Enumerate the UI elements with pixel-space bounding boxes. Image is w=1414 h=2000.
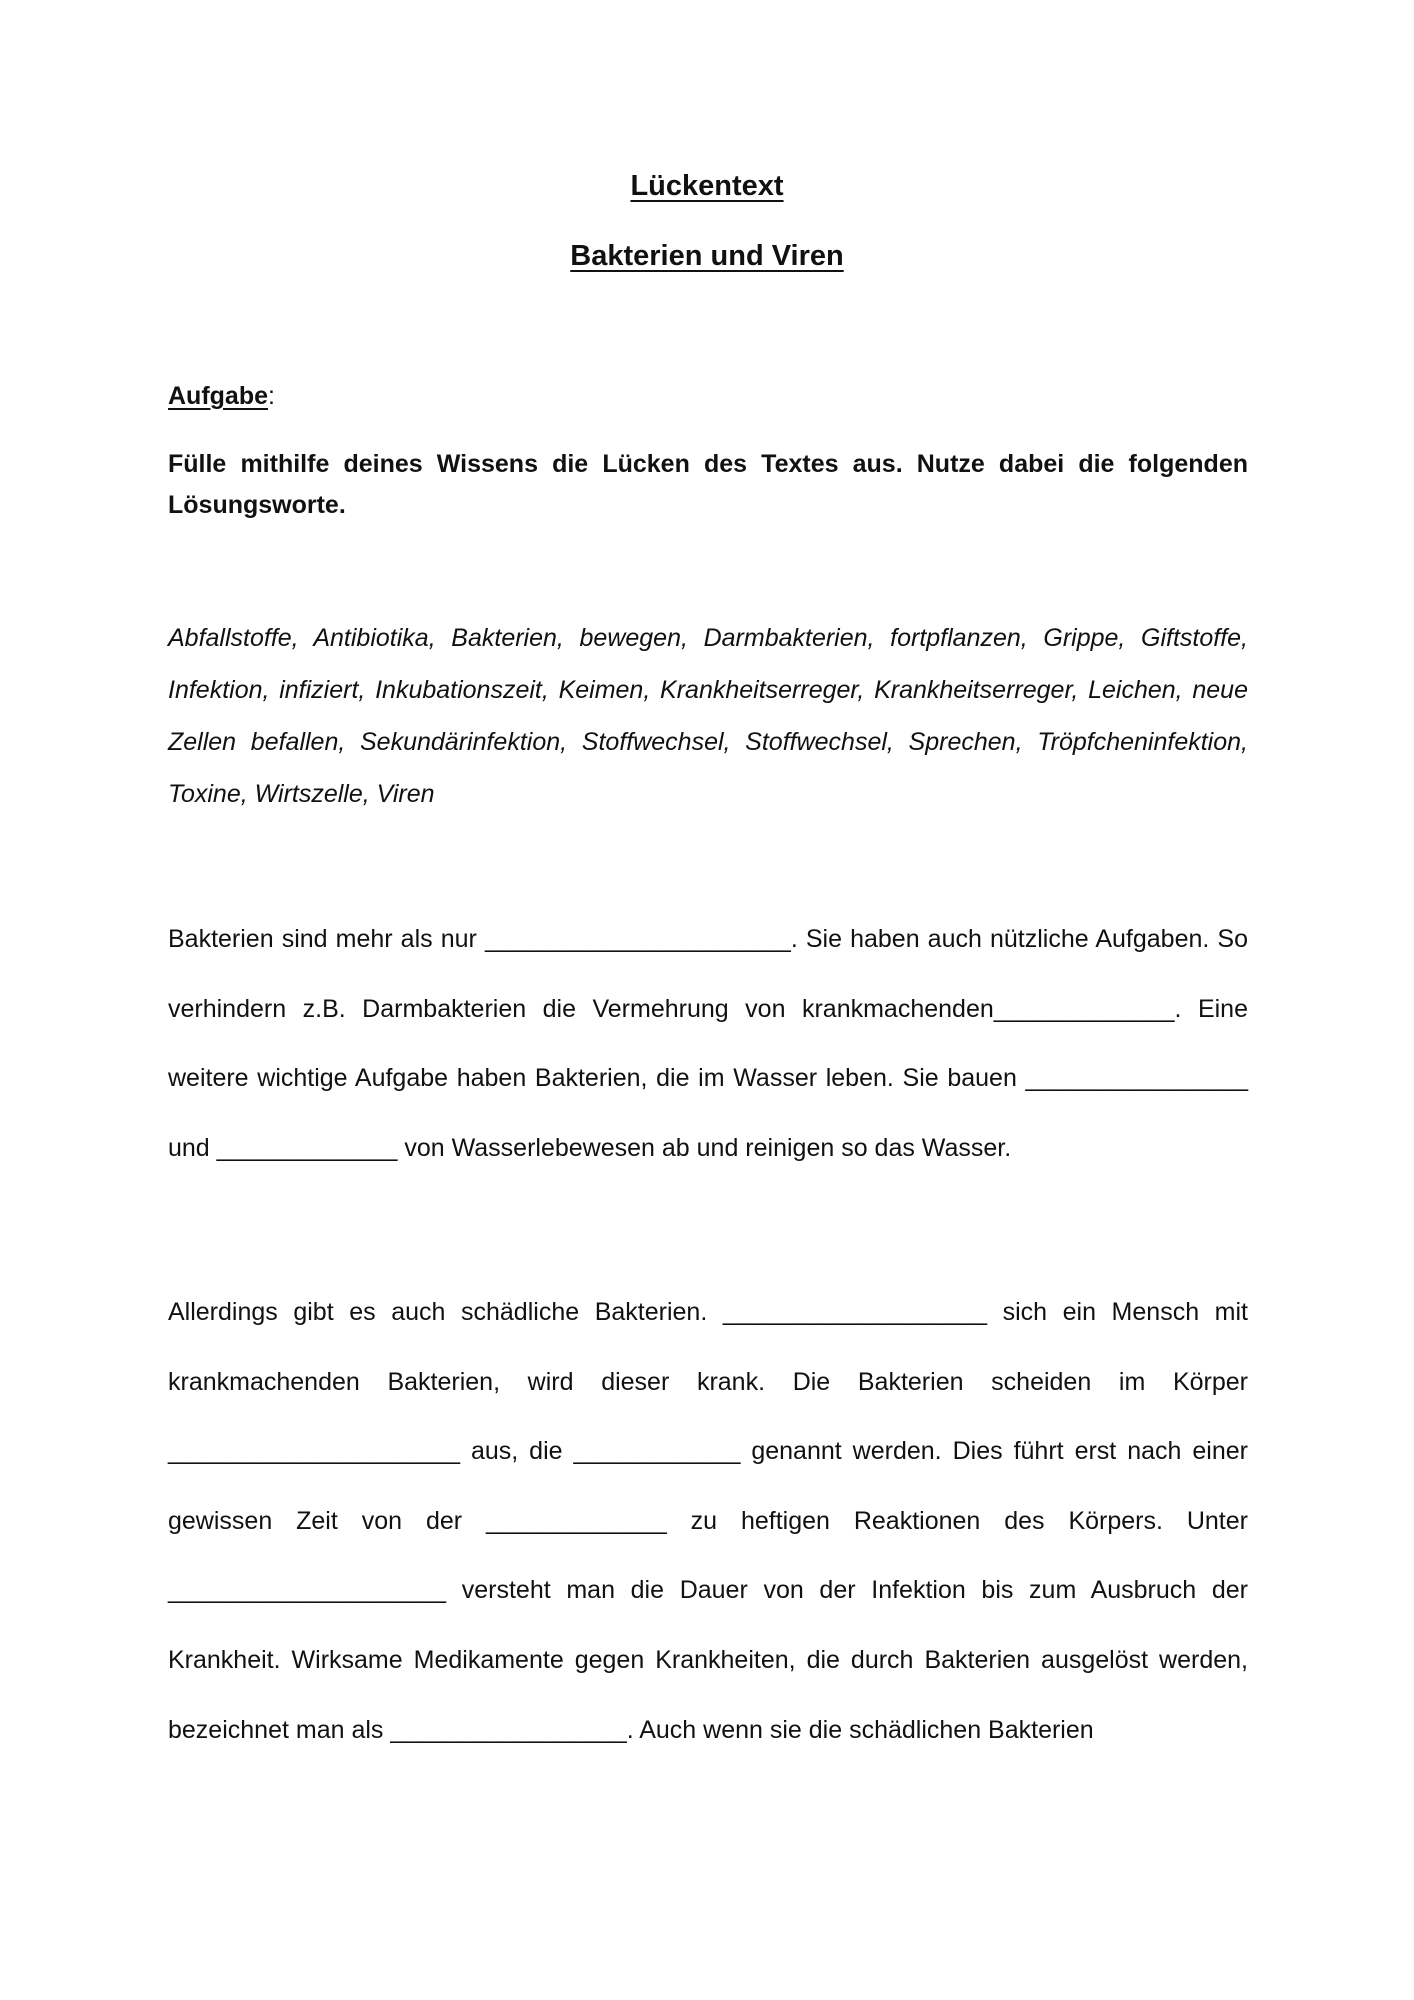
task-heading [168,382,275,411]
cloze-paragraph-2: Allerdings gibt es auch schädliche Bakterien. ___________________ sich ein Mensch mit krankmachenden Bakterien, wird dieser krank. Die Bakterien scheiden im Körper _____________________ aus, die ____________ genannt werden. Dies führt erst nach einer gewissen Zeit von der _____________ zu heftigen Reaktionen des Körpers. Unter ____________________ versteht man die Dauer von der Infektion bis zum Ausbruch der Krankheit. Wirksame Medikamente gegen Krankheiten, die durch Bakterien ausgelöst werden, bezeichnet man als _________________. Auch wenn sie die schädlichen Bakterien [168,1298,1248,1744]
page-subtitle: Bakterien und Viren [570,240,844,272]
cloze-paragraph-1: Bakterien sind mehr als nur ______________________. Sie haben auch nützliche Aufgaben. So verhindern z.B. Darmbakterien die Vermehrung von krankmachenden_____________. Eine weitere wichtige Aufgabe haben Bakterien, die im Wasser leben. Sie bauen ________________ und _____________ von Wasserlebewesen ab und reinigen so das Wasser. [168,925,1248,1162]
task-label: Aufgabe [168,382,268,410]
word-bank: Abfallstoffe, Antibiotika, Bakterien, bewegen, Darmbakterien, fortpflanzen, Grippe, Giftstoffe, Infektion, infiziert, Inkubationszeit, Keimen, Krankheitserreger, Krankheitserreger, Leichen, neue Zellen befallen, Sekundärinfektion, Stoffwechsel, Stoffwechsel, Sprechen, Tröpfcheninfektion, Toxine, Wirtszelle, Viren [168,624,1248,808]
task-label-colon: : [268,382,275,410]
page-title: Lückentext [630,170,784,202]
task-instruction: Fülle mithilfe deines Wissens die Lücken des Textes aus. Nutze dabei die folgenden Lösungsworte. [168,450,1248,519]
